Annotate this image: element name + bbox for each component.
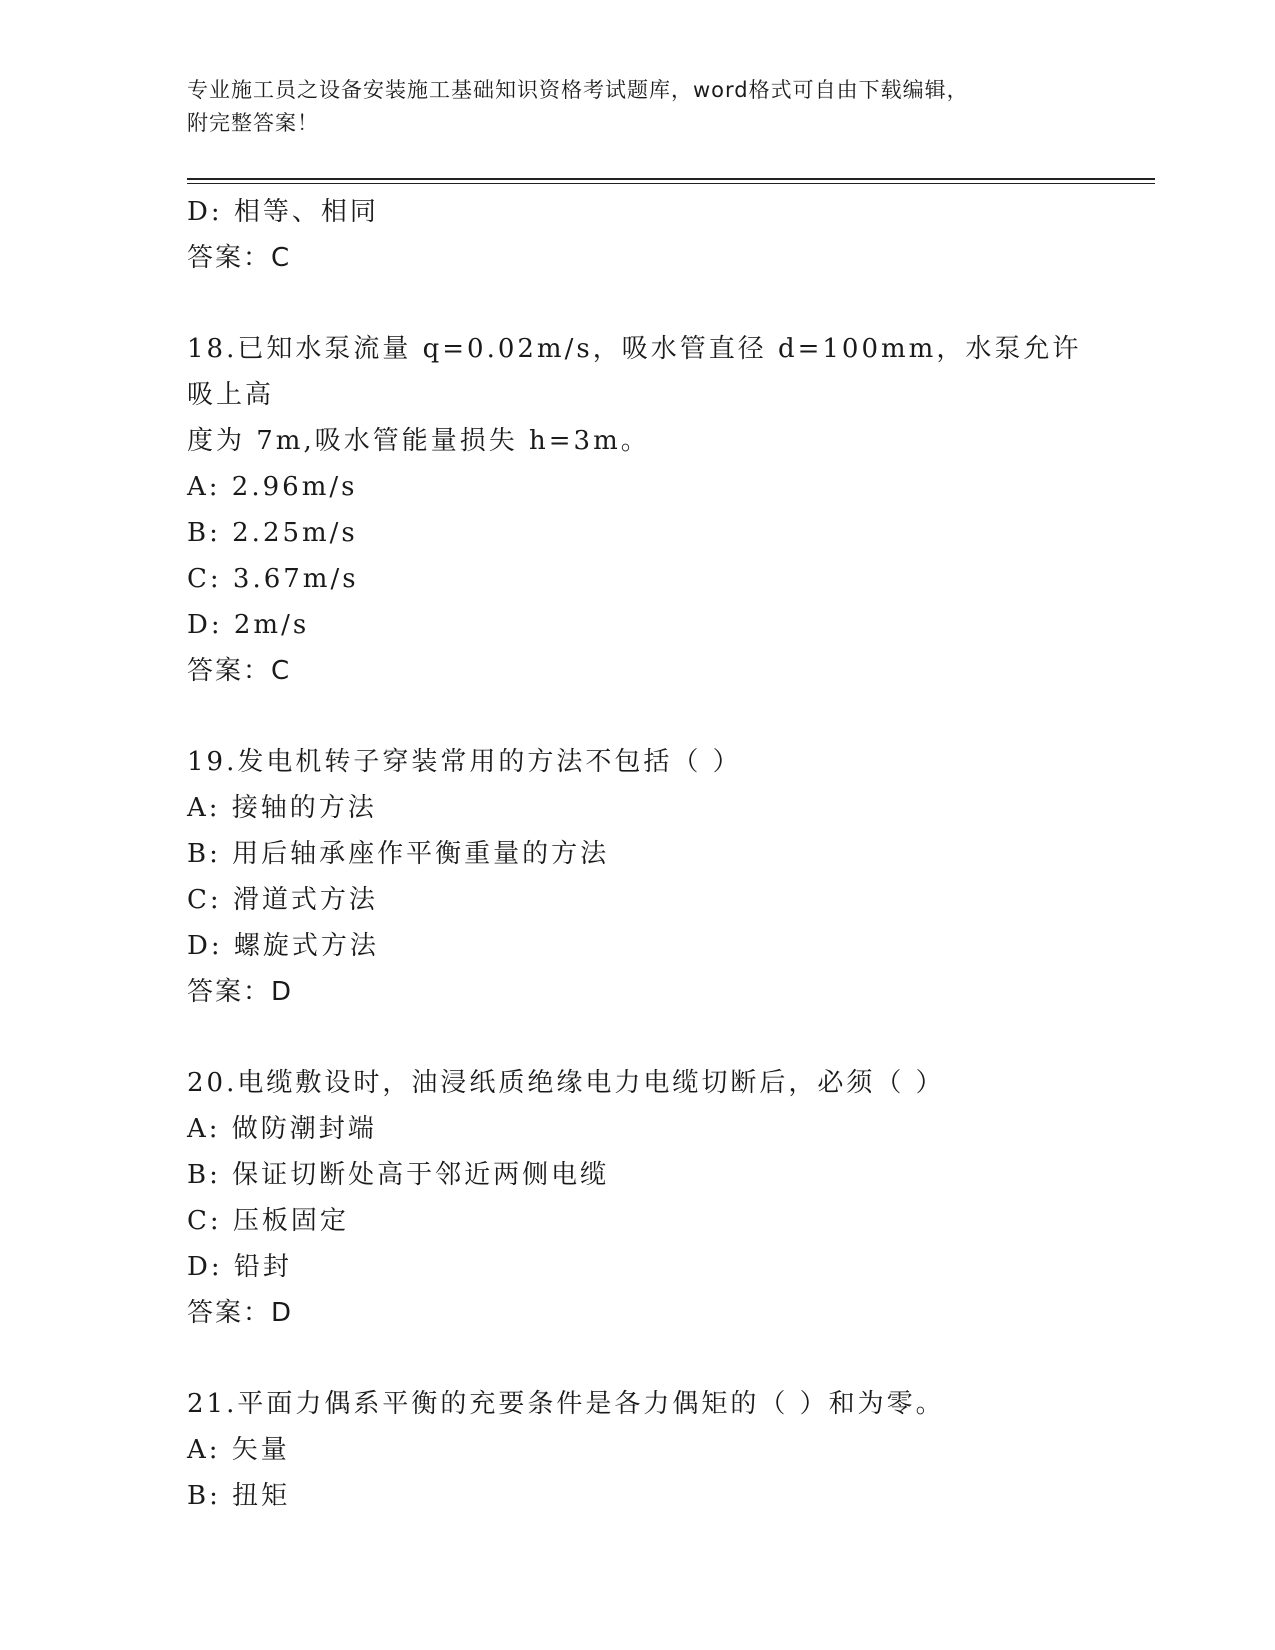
- option-b: B: 保证切断处高于邻近两侧电缆: [187, 1160, 610, 1190]
- spacer: [187, 1336, 1087, 1381]
- question-stem-line-1: 18.已知水泵流量 q=0.02m/s，吸水管直径 d=100mm，水泵允许吸上高: [187, 334, 1082, 410]
- option-b: B: 扭矩: [187, 1481, 291, 1511]
- header-line-2: 附完整答案！: [187, 111, 319, 135]
- question-19: [187, 739, 1087, 1015]
- question-stem-line-2: 度为 7m,吸水管能量损失 h=3m。: [187, 426, 650, 456]
- option-c: C: 滑道式方法: [187, 885, 378, 915]
- option-d: D: 相等、相同: [187, 197, 379, 227]
- option-a: A: 做防潮封端: [187, 1114, 377, 1144]
- question-stem: 19.发电机转子穿装常用的方法不包括（ ）: [187, 747, 742, 777]
- option-d: D: 螺旋式方法: [187, 931, 379, 961]
- option-b: B: 2.25m/s: [187, 518, 358, 548]
- question-18: [187, 326, 1087, 694]
- question-20: [187, 1060, 1087, 1336]
- question-stem: 21.平面力偶系平衡的充要条件是各力偶矩的（ ）和为零。: [187, 1389, 945, 1419]
- answer-line: 答案：C: [187, 243, 292, 273]
- spacer: [187, 694, 1087, 739]
- option-a: A: 接轴的方法: [187, 793, 377, 823]
- answer-line: 答案：C: [187, 656, 292, 686]
- option-a: A: 矢量: [187, 1435, 290, 1465]
- question-list: [187, 189, 1087, 1519]
- option-a: A: 2.96m/s: [187, 472, 358, 502]
- spacer: [187, 1015, 1087, 1060]
- spacer: [187, 281, 1087, 326]
- header-divider-thick: [187, 178, 1155, 180]
- header-divider-thin: [187, 183, 1155, 184]
- option-d: D: 2m/s: [187, 610, 310, 640]
- document-header: [187, 74, 1087, 140]
- option-d: D: 铅封: [187, 1252, 292, 1282]
- option-c: C: 压板固定: [187, 1206, 349, 1236]
- question-21: [187, 1381, 1087, 1519]
- question-17-tail: [187, 189, 1087, 281]
- header-line-1: 专业施工员之设备安装施工基础知识资格考试题库，word格式可自由下载编辑，: [187, 78, 969, 102]
- option-b: B: 用后轴承座作平衡重量的方法: [187, 839, 610, 869]
- question-stem: 20.电缆敷设时，油浸纸质绝缘电力电缆切断后，必须（ ）: [187, 1068, 945, 1098]
- answer-line: 答案：D: [187, 977, 294, 1007]
- answer-line: 答案：D: [187, 1298, 294, 1328]
- option-c: C: 3.67m/s: [187, 564, 359, 594]
